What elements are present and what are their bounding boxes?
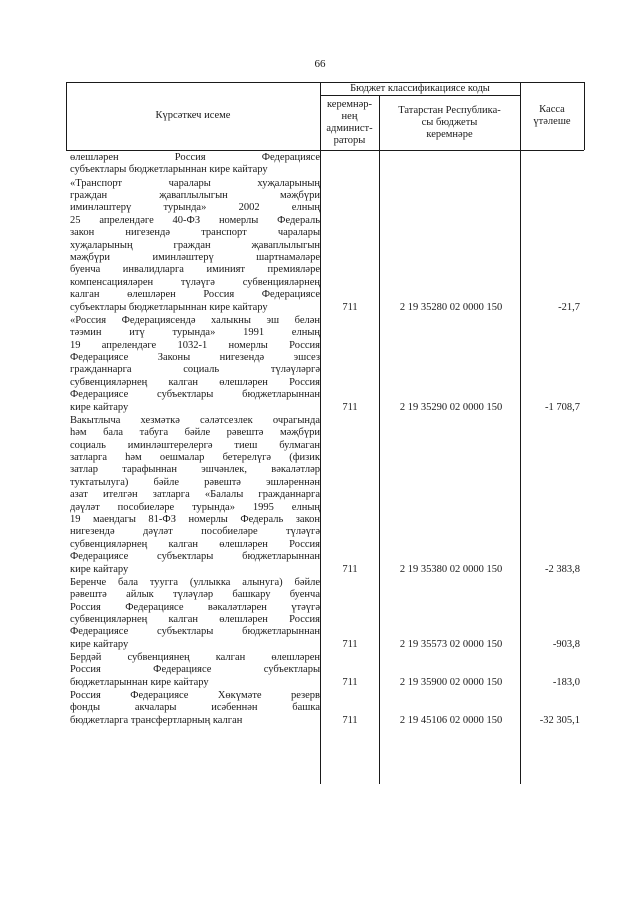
description-line: һәм бала табуга бәйле рәвештә мәҗбүри [70,427,320,439]
description-line: Вакытлыча хезмәткә сәләтсезлек очрагында [70,414,320,426]
table-row [66,315,584,414]
row-amount: -2 383,8 [545,563,580,575]
description-line: бюджетларга трансфертларның калган [70,714,243,726]
header-budget-group-label: Бюджет классификациясе коды [350,82,490,94]
row-admin-code: 711 [342,401,358,413]
description-line: калган өлешләрен Россия Федерациясе [70,289,320,301]
header-code-line: сы бюджеты [421,116,478,128]
header-amount-line: үтәлеше [533,116,571,127]
header-amount-cell [520,82,584,150]
description-line: нигезендә дәүләт пособиеләре түләүгә [70,526,320,538]
row-description [70,152,320,177]
description-line: Россия Федерациясе Хөкүмәте резерв [70,690,320,701]
row-admin-code: 711 [342,563,358,575]
description-line: хуҗаларының граждан җаваплылыгын [70,239,320,251]
description-line: «Россия Федерациясендә халыкны эш белән [70,314,320,326]
description-line: дәүләт пособиеләре турында» 1995 елның [70,501,320,513]
row-amount: -1 708,7 [545,401,580,413]
budget-table [66,82,584,784]
row-admin-code: 711 [342,676,358,688]
description-line: Беренче бала туугга (уллыкка алынуга) бәйле [70,576,320,588]
header-name-label: Күрсәткеч исеме [155,110,231,121]
header-code-line: керемнәре [426,128,473,140]
header-admin-line: раторы [333,134,366,146]
description-line: субъектлары бюджетларыннан кире кайтару [70,164,268,176]
description-line: «Транспорт чаралары хуҗаларының [70,177,320,189]
description-line: затлар тарафыннан эшчәнлек, вәкаләтләр [70,464,320,476]
row-amount: -21,7 [558,301,580,313]
description-line: Россия Федерациясе вәкаләтләрен үтәүгә [70,601,320,613]
description-line: Россия Федерациясе субъектлары [70,664,320,676]
description-line: өлешләрен Россия Федерациясе [70,152,320,163]
row-budget-code: 2 19 35573 02 0000 150 [399,638,503,650]
description-line: буенча инвалидларга иминият премияләре [70,264,320,276]
description-line: иминләштерү турында» 2002 елның [70,202,320,214]
row-budget-code: 2 19 35380 02 0000 150 [399,563,503,575]
description-line: субвенцияләрнең калган өлешләрен Россия [70,538,320,550]
description-line: Федерациясе Законы нигезендә эшсез [70,352,320,364]
description-line: 19 апрелендәге 1032-1 номерлы Россия [70,339,320,351]
description-line: азат ителгән затларга «Балалы гражданнарга [70,489,320,501]
header-bottom-border [66,150,584,151]
description-line: граждан җаваплылыгын мәҗбүри [70,190,320,201]
row-admin-code: 711 [342,638,358,650]
col-border-right [584,82,585,150]
row-admin-code: 711 [342,301,358,313]
description-line: тәэмин итү турында» 1991 елның [70,327,320,339]
header-code-line: Татарстан Республика- [398,104,501,116]
row-budget-code: 2 19 35290 02 0000 150 [399,401,503,413]
description-line: кире кайтару [70,638,129,650]
description-line: закон нигезендә транспорт чаралары [70,227,320,239]
header-admin-line: нең [341,110,358,122]
description-line: затларга һәм оешмалар бетерелүгә (физик [70,452,320,464]
table-row [66,415,584,576]
row-budget-code: 2 19 35280 02 0000 150 [399,301,503,313]
row-budget-code: 2 19 35900 02 0000 150 [399,676,503,688]
header-admin-line: керемнәр- [326,98,373,110]
header-name-cell [66,82,320,150]
table-row [66,577,584,651]
header-admin-cell [320,95,379,150]
row-budget-code: 2 19 45106 02 0000 150 [399,714,503,726]
header-budget-group [320,82,520,95]
description-line: мәҗбүри иминләштерү шартнамәләре [70,252,320,264]
description-line: Федерациясе субъектлары бюджетларыннан [70,389,320,401]
description-line: субвенцияләрнең калган өлешләрен Россия [70,614,320,626]
row-amount: -32 305,1 [539,714,580,726]
description-line: 25 апрелендәге 40-ФЗ номерлы Федераль [70,214,320,226]
table-row [66,178,584,314]
header-admin-line: админист- [326,122,373,134]
row-admin-code: 711 [342,714,358,726]
description-line: бюджетларыннан кире кайтару [70,676,209,688]
description-line: компенсацияләрен түләүгә субвенцияләрнең [70,276,320,288]
row-description [70,652,320,689]
table-row [66,690,584,727]
description-line: Федерациясе субъектлары бюджетларыннан [70,626,320,638]
description-line: Федерациясе субъектлары бюджетларыннан [70,551,320,563]
table-row [66,652,584,689]
description-line: 19 маендагы 81-ФЗ номерлы Федераль закон [70,514,320,526]
description-line: туктатылуга) бәйле рәвештә эшләреннән [70,476,320,488]
row-amount: -183,0 [552,676,580,688]
header-amount-line: Касса [539,104,565,115]
description-line: субвенцияләрнең калган өлешләрен Россия [70,376,320,388]
description-line: рәвештә айлык түләүләр башкару буенча [70,589,320,601]
row-description [70,315,320,414]
description-line: субъектлары бюджетларыннан кире кайтару [70,301,268,313]
row-description [70,690,320,727]
description-line: гражданнарга социаль түләүләргә [70,364,320,376]
table-row [66,152,584,177]
description-line: кире кайтару [70,401,129,413]
page-number: 66 [314,58,326,70]
header-code-cell [379,95,520,150]
row-description [70,178,320,314]
description-line: кире кайтару [70,563,129,575]
row-description [70,577,320,651]
description-line: Бердәй субвенциянең калган өлешләрен [70,652,320,663]
row-amount: -903,8 [552,638,580,650]
row-description [70,415,320,576]
description-line: социаль иминләштерелергә тиеш булмаган [70,439,320,451]
description-line: фонды акчалары исәбеннән башка [70,702,320,714]
